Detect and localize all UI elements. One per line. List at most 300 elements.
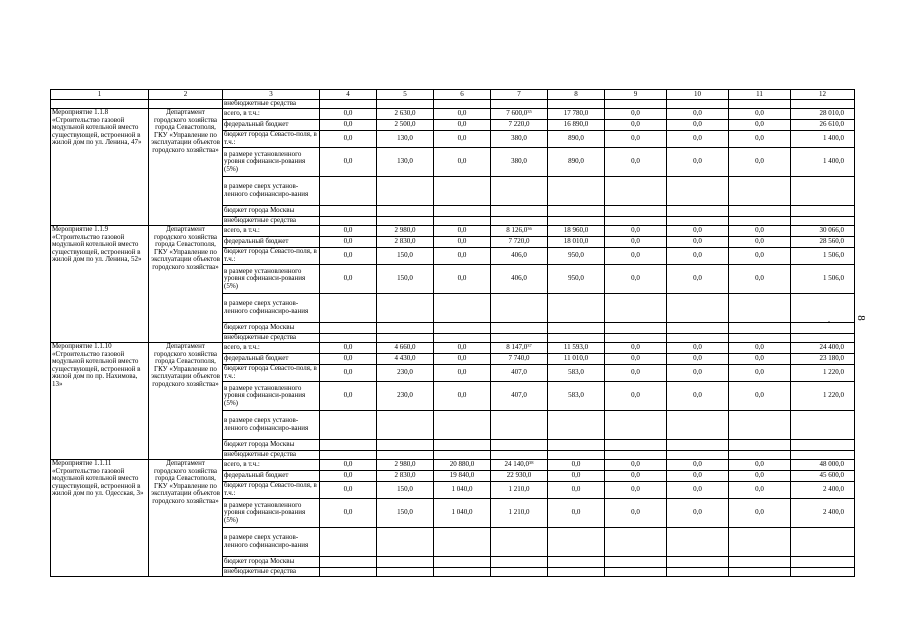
value-cell (667, 206, 729, 217)
value-cell (491, 217, 548, 226)
value-cell: 0,0 (605, 365, 667, 382)
value-cell: 0,0 (320, 471, 377, 482)
value-cell (434, 323, 491, 334)
value-cell: 28 010,0 (791, 109, 855, 120)
measure-name: Мероприятие 1.1.9 «Строительство газовой модульной котельной вместо существующей, встроенной в жилой дом по ул. Ленина, 52» (51, 226, 149, 343)
row-label: бюджет города Севасто-поля, в т.ч.: (223, 131, 320, 148)
value-cell (320, 334, 377, 343)
value-cell: 0,0 (320, 248, 377, 265)
value-cell: 150,0 (377, 499, 434, 528)
value-cell (729, 557, 791, 568)
row-label: федеральный бюджет (223, 354, 320, 365)
value-cell: 0,0 (320, 343, 377, 354)
value-cell: 0,0 (548, 460, 605, 471)
value-cell: 0,0 (605, 226, 667, 237)
value-cell: 0,0 (667, 365, 729, 382)
value-cell (729, 177, 791, 206)
value-cell (491, 451, 548, 460)
value-cell: 380,0 (491, 131, 548, 148)
value-cell: 30 066,0 (791, 226, 855, 237)
value-cell: 1 506,0 (791, 265, 855, 294)
value-cell: 0,0 (320, 148, 377, 177)
value-cell: 1 220,0 (791, 365, 855, 382)
value-cell: 0,0 (667, 148, 729, 177)
measure-name: Мероприятие 1.1.11 «Строительство газовой модульной котельной вместо существующей, встроенной в жилой дом по ул. Одесская, 3» (51, 460, 149, 577)
margin-mark: . (828, 315, 830, 324)
value-cell: 22 930,0 (491, 471, 548, 482)
table-row (51, 460, 855, 471)
value-cell: 890,0 (548, 148, 605, 177)
value-cell: 0,0 (434, 382, 491, 411)
value-cell (548, 568, 605, 577)
value-cell: 0,0 (605, 482, 667, 499)
value-cell: 2 980,0 (377, 226, 434, 237)
value-cell (729, 411, 791, 440)
value-cell: 0,0 (320, 382, 377, 411)
footnote-ref: 38 (529, 460, 534, 466)
value-cell: 0,0 (729, 226, 791, 237)
value-cell (377, 528, 434, 557)
value-cell: 18 010,0 (548, 237, 605, 248)
value-cell (377, 177, 434, 206)
value-cell: 0,0 (667, 226, 729, 237)
value-cell (605, 217, 667, 226)
value-cell (791, 334, 855, 343)
value-cell: 1 210,0 (491, 482, 548, 499)
value-cell (320, 411, 377, 440)
value-cell (434, 177, 491, 206)
column-number: 7 (491, 90, 548, 100)
column-number: 6 (434, 90, 491, 100)
value-cell: 0,0 (434, 343, 491, 354)
value-cell (377, 411, 434, 440)
value-cell: 2 500,0 (377, 120, 434, 131)
value-cell (548, 334, 605, 343)
value-cell (791, 217, 855, 226)
row-label: бюджет города Севасто-поля, в т.ч.: (223, 248, 320, 265)
value-cell: 7 740,0 (491, 354, 548, 365)
value-cell (667, 334, 729, 343)
value-text: 8 147,0 (506, 343, 528, 352)
value-cell: 4 430,0 (377, 354, 434, 365)
value-cell: 28 560,0 (791, 237, 855, 248)
value-cell: 150,0 (377, 248, 434, 265)
value-cell: 583,0 (548, 382, 605, 411)
value-cell: 0,0 (605, 131, 667, 148)
value-cell: 26 610,0 (791, 120, 855, 131)
value-cell: 0,0 (434, 237, 491, 248)
value-cell (667, 100, 729, 109)
row-label: в размере сверх установ-ленного софинансиро-вания (223, 528, 320, 557)
value-cell: 0,0 (729, 237, 791, 248)
value-cell (667, 568, 729, 577)
value-cell (791, 323, 855, 334)
value-cell: 230,0 (377, 365, 434, 382)
value-cell: 0,0 (667, 265, 729, 294)
value-cell: 950,0 (548, 265, 605, 294)
header-row (51, 90, 855, 100)
value-cell: 0,0 (320, 226, 377, 237)
value-cell (791, 294, 855, 323)
value-cell: 0,0 (434, 131, 491, 148)
value-cell (377, 323, 434, 334)
value-cell: 0,0 (320, 354, 377, 365)
footnote-ref: 36 (527, 226, 532, 232)
executor-name: Департамент городского хозяйства города Севастополя, ГКУ «Управление по эксплуатации объектов городского хозяйства» (149, 460, 223, 577)
value-cell (491, 206, 548, 217)
value-cell: 130,0 (377, 131, 434, 148)
value-cell: 0,0 (605, 471, 667, 482)
value-cell: 23 180,0 (791, 354, 855, 365)
value-cell (791, 177, 855, 206)
value-cell: 0,0 (667, 109, 729, 120)
value-cell: 17 780,0 (548, 109, 605, 120)
value-cell (791, 557, 855, 568)
value-cell (491, 109, 548, 120)
value-cell: 950,0 (548, 248, 605, 265)
value-cell: 0,0 (605, 109, 667, 120)
value-cell (434, 411, 491, 440)
value-cell (434, 217, 491, 226)
footnote-ref: 37 (527, 343, 532, 349)
value-cell: 0,0 (729, 248, 791, 265)
value-cell (320, 528, 377, 557)
value-cell (791, 440, 855, 451)
column-number: 10 (667, 90, 729, 100)
value-cell (548, 217, 605, 226)
value-cell (491, 323, 548, 334)
value-cell (667, 440, 729, 451)
column-number: 12 (791, 90, 855, 100)
value-cell (491, 460, 548, 471)
footnote-ref: 35 (527, 109, 532, 115)
value-cell: 0,0 (729, 109, 791, 120)
value-cell: 0,0 (434, 120, 491, 131)
value-cell (667, 294, 729, 323)
value-cell (320, 451, 377, 460)
value-cell: 11 593,0 (548, 343, 605, 354)
value-cell (791, 100, 855, 109)
measure-name: Мероприятие 1.1.8 «Строительство газовой модульной котельной вместо существующей, встроенной в жилой дом по ул. Ленина, 47» (51, 109, 149, 226)
value-cell (434, 568, 491, 577)
value-cell (320, 294, 377, 323)
value-cell: 890,0 (548, 131, 605, 148)
row-label: федеральный бюджет (223, 237, 320, 248)
value-cell: 0,0 (667, 131, 729, 148)
value-cell: 0,0 (729, 482, 791, 499)
value-cell (377, 440, 434, 451)
value-cell: 0,0 (434, 265, 491, 294)
value-cell: 0,0 (434, 365, 491, 382)
value-cell: 0,0 (667, 499, 729, 528)
value-cell: 0,0 (605, 120, 667, 131)
value-cell (791, 206, 855, 217)
row-label: бюджет города Севасто-поля, в т.ч.: (223, 482, 320, 499)
value-cell: 0,0 (605, 265, 667, 294)
value-cell (377, 100, 434, 109)
value-cell (605, 206, 667, 217)
value-cell (320, 217, 377, 226)
value-cell: 1 400,0 (791, 131, 855, 148)
value-cell: 48 000,0 (791, 460, 855, 471)
value-cell: 0,0 (434, 109, 491, 120)
value-cell (667, 557, 729, 568)
row-label: бюджет города Москвы (223, 440, 320, 451)
value-cell (491, 440, 548, 451)
value-cell (729, 528, 791, 557)
value-cell (548, 440, 605, 451)
value-cell (729, 323, 791, 334)
value-cell (605, 440, 667, 451)
value-cell: 0,0 (320, 109, 377, 120)
column-number: 9 (605, 90, 667, 100)
value-cell (434, 528, 491, 557)
value-cell: 0,0 (320, 120, 377, 131)
value-cell: 7 220,0 (491, 120, 548, 131)
value-cell: 1 506,0 (791, 248, 855, 265)
value-cell: 0,0 (667, 248, 729, 265)
column-number: 2 (149, 90, 223, 100)
value-cell: 150,0 (377, 265, 434, 294)
row-label: всего, в т.ч.: (223, 109, 320, 120)
value-cell: 2 630,0 (377, 109, 434, 120)
value-cell: 0,0 (320, 265, 377, 294)
value-cell: 0,0 (667, 120, 729, 131)
row-label: в размере установленного уровня софинанси-рования (5%) (223, 382, 320, 411)
value-cell: 4 660,0 (377, 343, 434, 354)
value-cell: 0,0 (667, 382, 729, 411)
value-cell: 407,0 (491, 365, 548, 382)
value-cell (434, 557, 491, 568)
value-cell: 0,0 (667, 460, 729, 471)
row-label: всего, в т.ч.: (223, 226, 320, 237)
value-cell (320, 100, 377, 109)
page-number: 8 (854, 315, 867, 321)
value-cell: 0,0 (320, 460, 377, 471)
value-cell: 24 400,0 (791, 343, 855, 354)
value-cell (377, 217, 434, 226)
value-cell (320, 568, 377, 577)
value-cell: 0,0 (667, 343, 729, 354)
value-cell: 150,0 (377, 482, 434, 499)
value-cell (729, 294, 791, 323)
value-cell (791, 451, 855, 460)
value-cell: 407,0 (491, 382, 548, 411)
value-cell (491, 528, 548, 557)
value-cell (605, 568, 667, 577)
value-cell (729, 568, 791, 577)
value-cell (434, 206, 491, 217)
value-cell (434, 451, 491, 460)
value-cell: 0,0 (320, 131, 377, 148)
value-cell (548, 411, 605, 440)
row-label: бюджет города Севасто-поля, в т.ч.: (223, 365, 320, 382)
value-cell: 0,0 (605, 237, 667, 248)
value-cell: 18 960,0 (548, 226, 605, 237)
value-cell (605, 451, 667, 460)
value-cell (491, 100, 548, 109)
value-cell (377, 557, 434, 568)
value-cell: 0,0 (667, 482, 729, 499)
value-text: 7 600,0 (506, 109, 528, 118)
value-cell: 0,0 (729, 499, 791, 528)
value-cell: 7 720,0 (491, 237, 548, 248)
value-cell: 0,0 (729, 120, 791, 131)
value-cell (729, 100, 791, 109)
value-cell (605, 334, 667, 343)
value-cell: 0,0 (320, 482, 377, 499)
value-cell (605, 100, 667, 109)
value-cell: 2 400,0 (791, 499, 855, 528)
row-label: в размере сверх установ-ленного софинансиро-вания (223, 411, 320, 440)
value-cell (377, 334, 434, 343)
value-cell: 0,0 (320, 365, 377, 382)
value-cell (605, 323, 667, 334)
value-cell: 0,0 (729, 382, 791, 411)
value-cell (605, 294, 667, 323)
table-row (51, 109, 855, 120)
value-cell (605, 177, 667, 206)
row-label: внебюджетные средства (223, 217, 320, 226)
value-cell: 19 840,0 (434, 471, 491, 482)
value-cell: 2 980,0 (377, 460, 434, 471)
value-cell: 0,0 (605, 248, 667, 265)
row-label: внебюджетные средства (223, 334, 320, 343)
value-cell: 1 040,0 (434, 482, 491, 499)
value-cell (320, 206, 377, 217)
value-cell (320, 557, 377, 568)
row-label: всего, в т.ч.: (223, 460, 320, 471)
value-cell (548, 294, 605, 323)
value-text: 24 140,0 (504, 460, 529, 469)
column-number: 5 (377, 90, 434, 100)
row-label: федеральный бюджет (223, 471, 320, 482)
value-cell (729, 440, 791, 451)
value-cell (491, 177, 548, 206)
value-cell (434, 440, 491, 451)
value-cell: 130,0 (377, 148, 434, 177)
value-cell (491, 411, 548, 440)
value-cell: 0,0 (320, 499, 377, 528)
value-cell: 2 830,0 (377, 471, 434, 482)
value-cell: 0,0 (729, 354, 791, 365)
value-cell: 1 220,0 (791, 382, 855, 411)
value-cell (548, 206, 605, 217)
column-number: 1 (51, 90, 149, 100)
value-cell: 0,0 (729, 265, 791, 294)
value-cell (377, 206, 434, 217)
row-label: всего, в т.ч.: (223, 343, 320, 354)
row-label: в размере установленного уровня софинанси-рования (5%) (223, 499, 320, 528)
value-cell: 0,0 (667, 237, 729, 248)
row-label: внебюджетные средства (223, 451, 320, 460)
value-cell (729, 334, 791, 343)
executor-name: Департамент городского хозяйства города Севастополя, ГКУ «Управление по эксплуатации объектов городского хозяйства» (149, 109, 223, 226)
value-cell: 20 880,0 (434, 460, 491, 471)
value-cell: 0,0 (605, 382, 667, 411)
value-cell (548, 451, 605, 460)
value-cell: 0,0 (434, 354, 491, 365)
value-cell (491, 557, 548, 568)
column-number: 4 (320, 90, 377, 100)
value-cell: 16 890,0 (548, 120, 605, 131)
value-cell (377, 294, 434, 323)
value-cell: 2 400,0 (791, 482, 855, 499)
column-number: 11 (729, 90, 791, 100)
value-cell: 1 210,0 (491, 499, 548, 528)
value-cell (548, 177, 605, 206)
measure-name: Мероприятие 1.1.10 «Строительство газовой модульной котельной вместо существующей, встроенной в жилой дом по пр. Нахимова, 13» (51, 343, 149, 460)
value-cell (491, 343, 548, 354)
value-cell: 0,0 (729, 148, 791, 177)
value-cell (491, 226, 548, 237)
value-cell (667, 451, 729, 460)
value-cell: 0,0 (729, 471, 791, 482)
value-cell (491, 334, 548, 343)
value-cell (491, 568, 548, 577)
table-row (51, 100, 855, 109)
value-cell (548, 557, 605, 568)
value-cell (605, 557, 667, 568)
row-label: бюджет города Москвы (223, 557, 320, 568)
value-cell: 0,0 (605, 499, 667, 528)
value-cell (548, 528, 605, 557)
value-cell: 230,0 (377, 382, 434, 411)
value-cell (667, 323, 729, 334)
value-cell (491, 294, 548, 323)
value-cell: 0,0 (605, 343, 667, 354)
executor-name: Департамент городского хозяйства города Севастополя, ГКУ «Управление по эксплуатации объектов городского хозяйства» (149, 343, 223, 460)
column-number: 3 (223, 90, 320, 100)
value-cell (377, 568, 434, 577)
value-cell (605, 411, 667, 440)
value-cell (729, 206, 791, 217)
value-cell: 380,0 (491, 148, 548, 177)
value-cell (791, 411, 855, 440)
value-cell: 1 400,0 (791, 148, 855, 177)
value-cell (667, 411, 729, 440)
row-label: федеральный бюджет (223, 120, 320, 131)
row-label: в размере установленного уровня софинанси-рования (5%) (223, 148, 320, 177)
value-cell (434, 294, 491, 323)
value-cell (377, 451, 434, 460)
row-label: в размере сверх установ-ленного софинансиро-вания (223, 177, 320, 206)
value-cell: 0,0 (667, 471, 729, 482)
value-cell (791, 528, 855, 557)
table-row (51, 343, 855, 354)
value-cell: 1 040,0 (434, 499, 491, 528)
value-cell: 0,0 (548, 471, 605, 482)
value-cell (667, 528, 729, 557)
row-label: внебюджетные средства (223, 568, 320, 577)
value-cell: 11 010,0 (548, 354, 605, 365)
value-text: 8 126,0 (506, 226, 528, 235)
value-cell: 0,0 (434, 248, 491, 265)
value-cell (729, 217, 791, 226)
value-cell: 0,0 (667, 354, 729, 365)
value-cell: 0,0 (320, 237, 377, 248)
value-cell (667, 217, 729, 226)
value-cell (791, 568, 855, 577)
value-cell (729, 451, 791, 460)
value-cell: 0,0 (605, 460, 667, 471)
row-label: бюджет города Москвы (223, 206, 320, 217)
value-cell: 0,0 (434, 226, 491, 237)
value-cell (434, 334, 491, 343)
value-cell (320, 177, 377, 206)
budget-table (50, 89, 855, 577)
value-cell: 583,0 (548, 365, 605, 382)
